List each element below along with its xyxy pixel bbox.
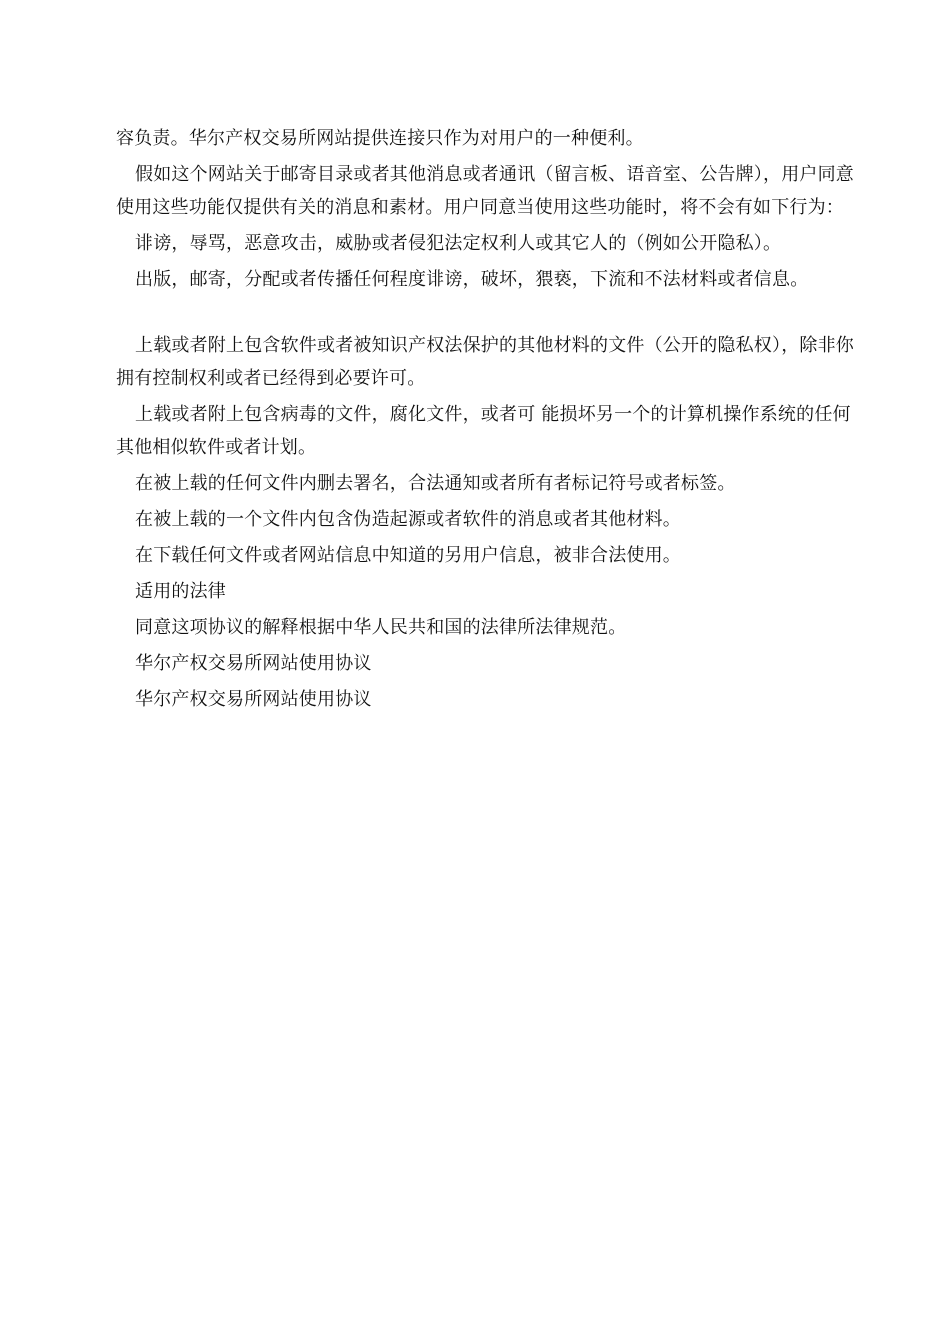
paragraph-8: 在被上载的一个文件内包含伪造起源或者软件的消息或者其他材料。 [135, 509, 681, 530]
paragraph-7: 在被上载的任何文件内删去署名，合法通知或者所有者标记符号或者标签。 [135, 473, 736, 494]
agreement-title-2: 华尔产权交易所网站使用协议 [135, 689, 372, 710]
agreement-title-1: 华尔产权交易所网站使用协议 [135, 653, 372, 674]
section-heading-applicable-law: 适用的法律 [135, 581, 226, 602]
document-body [116, 122, 856, 716]
paragraph-4: 出版，邮寄，分配或者传播任何程度诽谤，破坏，猥亵，下流和不法材料或者信息。 [135, 269, 809, 290]
paragraph-gap [116, 296, 856, 329]
paragraph-6: 上载或者附上包含病毒的文件，腐化文件，或者可 能损坏另一个的计算机操作系统的任何其他相似软件或者计划。 [116, 404, 851, 458]
paragraph-9: 在下载任何文件或者网站信息中知道的另用户信息，被非合法使用。 [135, 545, 681, 566]
paragraph-3: 诽谤，辱骂，恶意攻击，威胁或者侵犯法定权利人或其它人的（例如公开隐私）。 [135, 233, 782, 254]
paragraph-10: 同意这项协议的解释根据中华人民共和国的法律所法律规范。 [135, 617, 627, 638]
paragraph-5: 上载或者附上包含软件或者被知识产权法保护的其他材料的文件（公开的隐私权），除非你拥有控制权利或者已经得到必要许可。 [116, 335, 854, 389]
paragraph-1: 容负责。华尔产权交易所网站提供连接只作为对用户的一种便利。 [116, 128, 644, 149]
paragraph-2: 假如这个网站关于邮寄目录或者其他消息或者通讯（留言板、语音室、公告牌），用户同意使用这些功能仅提供有关的消息和素材。用户同意当使用这些功能时，将不会有如下行为： [116, 164, 854, 218]
